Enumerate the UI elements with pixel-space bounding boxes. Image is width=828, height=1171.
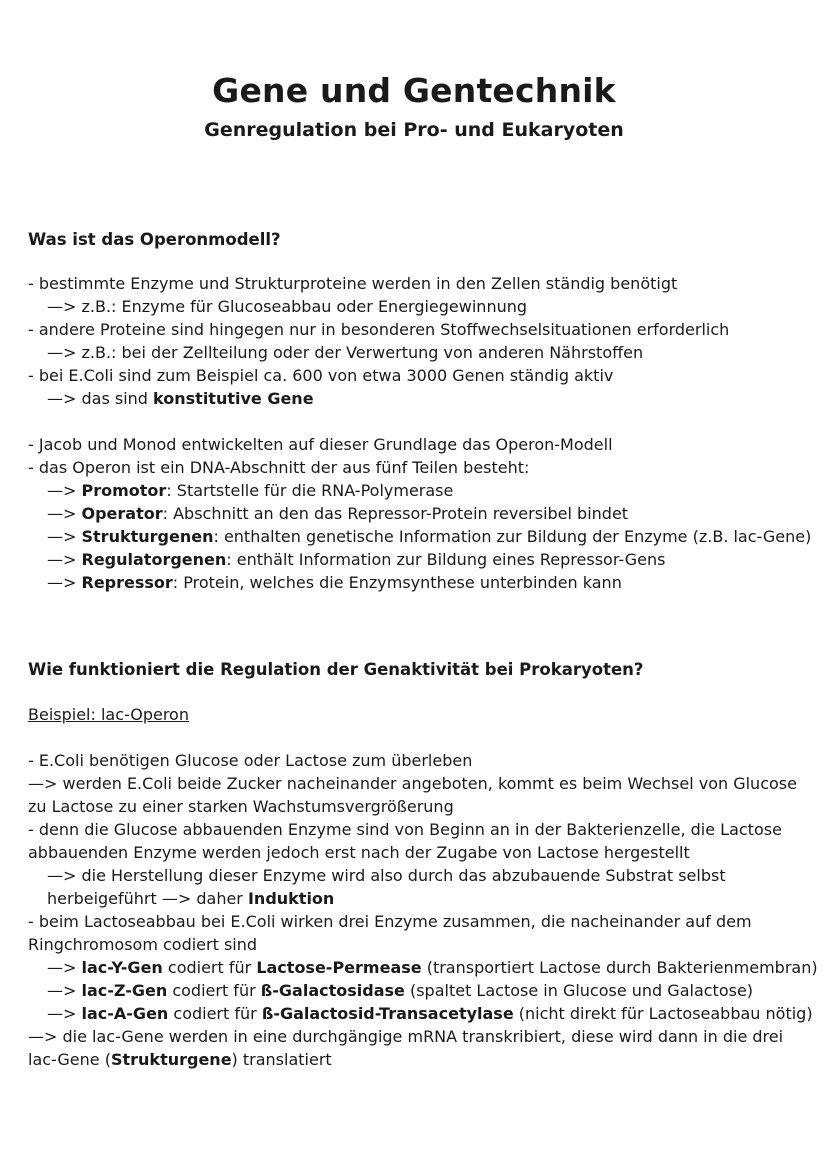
bold-term: Induktion bbox=[247, 889, 335, 908]
gene-item bbox=[28, 979, 818, 1002]
bold-term: Strukturgenen bbox=[81, 527, 214, 546]
text-segment: (transportiert Lactose durch Bakterienmembran) bbox=[421, 958, 818, 977]
text-line: - beim Lactoseabbau bei E.Coli wirken drei Enzyme zusammen, die nacheinander auf dem bbox=[28, 912, 752, 931]
text-line: - andere Proteine sind hingegen nur in besonderen Stoffwechselsituationen erforderlich bbox=[28, 320, 730, 339]
arrow: —> bbox=[47, 573, 82, 592]
text-line: - Jacob und Monod entwickelten auf dieser Grundlage das Operon-Modell bbox=[28, 435, 613, 454]
section-operon-model bbox=[28, 228, 818, 594]
text-segment: herbeigeführt —> daher bbox=[47, 889, 248, 908]
text-line: - bestimmte Enzyme und Strukturproteine werden in den Zellen ständig benötigt bbox=[28, 274, 678, 293]
bold-term: lac-Y-Gen bbox=[81, 958, 163, 977]
page-subtitle: Genregulation bei Pro- und Eukaryoten bbox=[204, 119, 624, 141]
text-line: - denn die Glucose abbauenden Enzyme sind von Beginn an in der Bakterienzelle, die Lactose bbox=[28, 820, 782, 839]
arrow: —> bbox=[47, 481, 82, 500]
bold-term: Strukturgene bbox=[110, 1050, 232, 1069]
text-segment: (spaltet Lactose in Glucose und Galactose) bbox=[404, 981, 754, 1000]
text-line bbox=[28, 1048, 818, 1071]
text-segment: : Protein, welches die Enzymsynthese unterbinden kann bbox=[172, 573, 622, 592]
bold-term: lac-Z-Gen bbox=[81, 981, 168, 1000]
bold-term: ß-Galactosidase bbox=[260, 981, 405, 1000]
text-segment: : Startstelle für die RNA-Polymerase bbox=[166, 481, 454, 500]
arrow: —> bbox=[47, 1004, 82, 1023]
operon-part-item bbox=[28, 548, 818, 571]
gene-item bbox=[28, 1002, 818, 1025]
operon-part-item bbox=[28, 571, 818, 594]
text-line: —> z.B.: bei der Zellteilung oder der Verwertung von anderen Nährstoffen bbox=[47, 343, 644, 362]
text-segment: (nicht direkt für Lactoseabbau nötig) bbox=[513, 1004, 813, 1023]
bold-term: Regulatorgenen bbox=[81, 550, 227, 569]
operon-part-item bbox=[28, 502, 818, 525]
text-segment: : Abschnitt an den das Repressor-Protein reversibel bindet bbox=[162, 504, 629, 523]
text-segment: —> das sind bbox=[47, 389, 154, 408]
gene-item bbox=[28, 956, 818, 979]
text-segment: lac-Gene ( bbox=[28, 1050, 111, 1069]
section-prokaryote-regulation bbox=[28, 658, 818, 1071]
text-line: zu Lactose zu einer starken Wachstumsvergrößerung bbox=[28, 797, 454, 816]
text-line: —> die Herstellung dieser Enzyme wird also durch das abzubauende Substrat selbst bbox=[47, 866, 726, 885]
bold-term: konstitutive Gene bbox=[153, 389, 314, 408]
page-title: Gene und Gentechnik bbox=[212, 71, 616, 110]
text-segment: codiert für bbox=[167, 981, 261, 1000]
arrow: —> bbox=[47, 981, 82, 1000]
text-line: - E.Coli benötigen Glucose oder Lactose zum überleben bbox=[28, 751, 473, 770]
text-line: - das Operon ist ein DNA-Abschnitt der aus fünf Teilen besteht: bbox=[28, 458, 530, 477]
text-segment: codiert für bbox=[162, 958, 257, 977]
text-line: Ringchromosom codiert sind bbox=[28, 935, 258, 954]
bold-term: lac-A-Gen bbox=[81, 1004, 169, 1023]
bold-term: Operator bbox=[81, 504, 163, 523]
bold-term: ß-Galactosid-Transacetylase bbox=[261, 1004, 514, 1023]
text-line: abbauenden Enzyme werden jedoch erst nach der Zugabe von Lactose hergestellt bbox=[28, 843, 690, 862]
example-label: Beispiel: lac-Operon bbox=[28, 705, 189, 724]
text-segment: : enthält Information zur Bildung eines Repressor-Gens bbox=[226, 550, 666, 569]
operon-part-item bbox=[28, 525, 818, 548]
text-line: - bei E.Coli sind zum Beispiel ca. 600 von etwa 3000 Genen ständig aktiv bbox=[28, 366, 614, 385]
text-line bbox=[28, 387, 818, 410]
section-heading: Was ist das Operonmodell? bbox=[28, 230, 281, 249]
section-heading: Wie funktioniert die Regulation der Genaktivität bei Prokaryoten? bbox=[28, 660, 644, 679]
arrow: —> bbox=[47, 504, 82, 523]
text-segment: codiert für bbox=[168, 1004, 262, 1023]
arrow: —> bbox=[47, 958, 82, 977]
bold-term: Lactose-Permease bbox=[256, 958, 422, 977]
bold-term: Repressor bbox=[81, 573, 173, 592]
arrow: —> bbox=[47, 527, 82, 546]
text-line: —> werden E.Coli beide Zucker nacheinander angeboten, kommt es beim Wechsel von Glucose bbox=[28, 774, 797, 793]
text-segment: : enthalten genetische Information zur Bildung der Enzyme (z.B. lac-Gene) bbox=[213, 527, 812, 546]
text-line bbox=[28, 887, 818, 910]
text-line: —> z.B.: Enzyme für Glucoseabbau oder Energiegewinnung bbox=[47, 297, 528, 316]
arrow: —> bbox=[47, 550, 82, 569]
text-segment: ) translatiert bbox=[231, 1050, 332, 1069]
operon-part-item bbox=[28, 479, 818, 502]
bold-term: Promotor bbox=[81, 481, 167, 500]
text-line: —> die lac-Gene werden in eine durchgängige mRNA transkribiert, diese wird dann in die drei bbox=[28, 1027, 784, 1046]
